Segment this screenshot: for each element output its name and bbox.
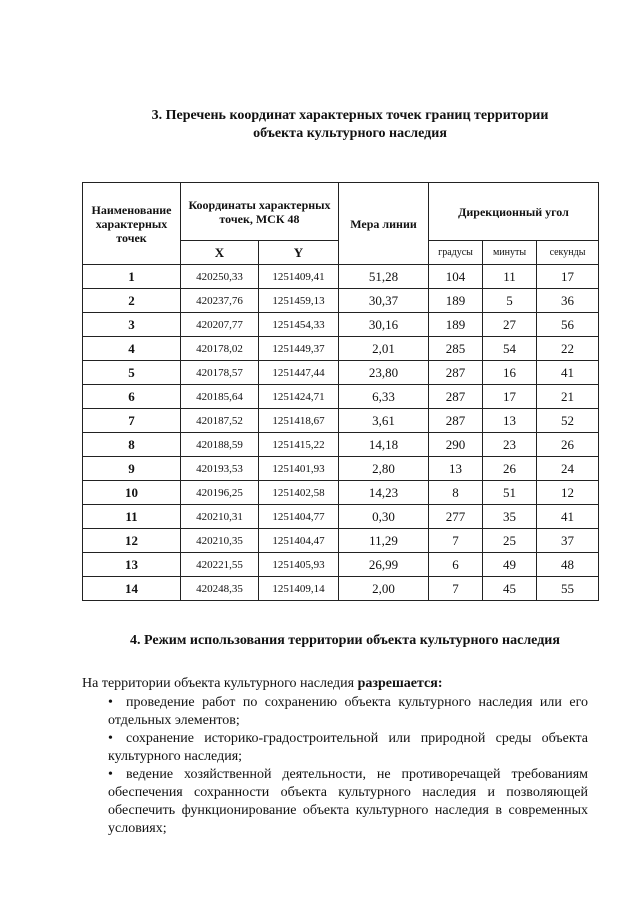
cell-point-number: 10 (83, 481, 181, 505)
header-line-measure: Мера линии (339, 183, 429, 265)
cell-measure: 14,23 (339, 481, 429, 505)
cell-x: 420187,52 (181, 409, 259, 433)
permission-intro (82, 675, 602, 693)
cell-degrees: 287 (429, 385, 483, 409)
bullet-symbol: • (108, 731, 113, 746)
list-item (108, 766, 588, 838)
cell-seconds: 26 (537, 433, 599, 457)
cell-y: 1251401,93 (259, 457, 339, 481)
cell-x: 420196,25 (181, 481, 259, 505)
table-row (83, 529, 599, 553)
cell-measure: 0,30 (339, 505, 429, 529)
cell-x: 420193,53 (181, 457, 259, 481)
cell-minutes: 35 (483, 505, 537, 529)
table-row (83, 361, 599, 385)
cell-measure: 14,18 (339, 433, 429, 457)
section-4-title: 4. Режим использования территории объекта культурного наследия (130, 633, 560, 648)
cell-minutes: 51 (483, 481, 537, 505)
table-row (83, 409, 599, 433)
cell-point-number: 4 (83, 337, 181, 361)
cell-point-number: 13 (83, 553, 181, 577)
cell-minutes: 17 (483, 385, 537, 409)
intro-text: На территории объекта культурного наследия (82, 676, 358, 691)
header-degrees: градусы (429, 241, 483, 265)
cell-seconds: 12 (537, 481, 599, 505)
cell-degrees: 7 (429, 577, 483, 601)
table-row (83, 337, 599, 361)
cell-degrees: 287 (429, 361, 483, 385)
list-item-text: ведение хозяйственной деятельности, не противоречащей требованиям обеспечения сохранности объекта культурного наследия и позволяющей обеспечить функционирование объекта культурного наследия в современных условиях; (108, 767, 588, 836)
cell-y: 1251449,37 (259, 337, 339, 361)
cell-x: 420185,64 (181, 385, 259, 409)
list-item-text: сохранение историко-градостроительной или природной среды объекта культурного наследия; (108, 731, 588, 764)
header-point-name: Наименование характерных точек (83, 183, 181, 265)
header-coordinates: Координаты характерных точек, МСК 48 (181, 183, 339, 241)
cell-point-number: 6 (83, 385, 181, 409)
table-row (83, 289, 599, 313)
cell-y: 1251447,44 (259, 361, 339, 385)
cell-minutes: 16 (483, 361, 537, 385)
cell-seconds: 52 (537, 409, 599, 433)
table-row (83, 385, 599, 409)
cell-seconds: 48 (537, 553, 599, 577)
cell-y: 1251409,41 (259, 265, 339, 289)
cell-measure: 3,61 (339, 409, 429, 433)
cell-x: 420210,31 (181, 505, 259, 529)
cell-seconds: 41 (537, 361, 599, 385)
header-seconds: секунды (537, 241, 599, 265)
cell-y: 1251415,22 (259, 433, 339, 457)
cell-degrees: 104 (429, 265, 483, 289)
section-3-title-line2: объекта культурного наследия (253, 126, 447, 141)
list-item (108, 730, 588, 766)
cell-degrees: 7 (429, 529, 483, 553)
table-row (83, 265, 599, 289)
cell-degrees: 6 (429, 553, 483, 577)
cell-x: 420207,77 (181, 313, 259, 337)
cell-point-number: 3 (83, 313, 181, 337)
cell-degrees: 189 (429, 289, 483, 313)
table-row (83, 433, 599, 457)
cell-x: 420210,35 (181, 529, 259, 553)
cell-point-number: 11 (83, 505, 181, 529)
cell-minutes: 11 (483, 265, 537, 289)
cell-degrees: 285 (429, 337, 483, 361)
table-row (83, 457, 599, 481)
cell-degrees: 13 (429, 457, 483, 481)
table-row (83, 577, 599, 601)
cell-measure: 23,80 (339, 361, 429, 385)
cell-degrees: 189 (429, 313, 483, 337)
cell-point-number: 7 (83, 409, 181, 433)
cell-seconds: 41 (537, 505, 599, 529)
header-direction-angle: Дирекционный угол (429, 183, 599, 241)
cell-x: 420188,59 (181, 433, 259, 457)
cell-y: 1251402,58 (259, 481, 339, 505)
list-item-text: проведение работ по сохранению объекта культурного наследия или его отдельных элементов; (108, 695, 588, 728)
cell-measure: 6,33 (339, 385, 429, 409)
cell-seconds: 21 (537, 385, 599, 409)
list-item (108, 694, 588, 730)
cell-y: 1251459,13 (259, 289, 339, 313)
cell-degrees: 8 (429, 481, 483, 505)
cell-minutes: 54 (483, 337, 537, 361)
coordinates-table-body (83, 265, 599, 601)
cell-point-number: 12 (83, 529, 181, 553)
cell-seconds: 36 (537, 289, 599, 313)
cell-measure: 2,01 (339, 337, 429, 361)
cell-degrees: 287 (429, 409, 483, 433)
coordinates-table (82, 182, 599, 601)
bullet-symbol: • (108, 695, 113, 710)
cell-point-number: 2 (83, 289, 181, 313)
cell-minutes: 49 (483, 553, 537, 577)
cell-y: 1251405,93 (259, 553, 339, 577)
cell-seconds: 37 (537, 529, 599, 553)
cell-y: 1251409,14 (259, 577, 339, 601)
header-minutes: минуты (483, 241, 537, 265)
header-y: Y (259, 241, 339, 265)
cell-minutes: 5 (483, 289, 537, 313)
cell-measure: 2,80 (339, 457, 429, 481)
cell-x: 420178,57 (181, 361, 259, 385)
cell-measure: 51,28 (339, 265, 429, 289)
bullet-symbol: • (108, 767, 113, 782)
cell-measure: 26,99 (339, 553, 429, 577)
cell-x: 420178,02 (181, 337, 259, 361)
cell-seconds: 56 (537, 313, 599, 337)
cell-x: 420248,35 (181, 577, 259, 601)
cell-y: 1251404,47 (259, 529, 339, 553)
cell-seconds: 24 (537, 457, 599, 481)
cell-minutes: 27 (483, 313, 537, 337)
cell-seconds: 55 (537, 577, 599, 601)
cell-degrees: 277 (429, 505, 483, 529)
section-3-title (90, 107, 610, 143)
intro-bold: разрешается: (357, 676, 443, 691)
cell-point-number: 14 (83, 577, 181, 601)
cell-seconds: 22 (537, 337, 599, 361)
cell-point-number: 8 (83, 433, 181, 457)
table-row (83, 313, 599, 337)
header-x: X (181, 241, 259, 265)
cell-minutes: 26 (483, 457, 537, 481)
cell-minutes: 13 (483, 409, 537, 433)
section-3-title-line1: 3. Перечень координат характерных точек границ территории (151, 108, 549, 123)
cell-y: 1251404,77 (259, 505, 339, 529)
cell-point-number: 9 (83, 457, 181, 481)
table-row (83, 481, 599, 505)
cell-point-number: 5 (83, 361, 181, 385)
cell-seconds: 17 (537, 265, 599, 289)
cell-measure: 30,37 (339, 289, 429, 313)
cell-y: 1251418,67 (259, 409, 339, 433)
cell-minutes: 25 (483, 529, 537, 553)
cell-x: 420250,33 (181, 265, 259, 289)
table-row (83, 553, 599, 577)
cell-minutes: 23 (483, 433, 537, 457)
permission-list (108, 694, 588, 838)
cell-x: 420237,76 (181, 289, 259, 313)
cell-degrees: 290 (429, 433, 483, 457)
cell-y: 1251454,33 (259, 313, 339, 337)
cell-x: 420221,55 (181, 553, 259, 577)
table-row (83, 505, 599, 529)
cell-minutes: 45 (483, 577, 537, 601)
cell-measure: 11,29 (339, 529, 429, 553)
cell-y: 1251424,71 (259, 385, 339, 409)
cell-measure: 30,16 (339, 313, 429, 337)
cell-point-number: 1 (83, 265, 181, 289)
cell-measure: 2,00 (339, 577, 429, 601)
